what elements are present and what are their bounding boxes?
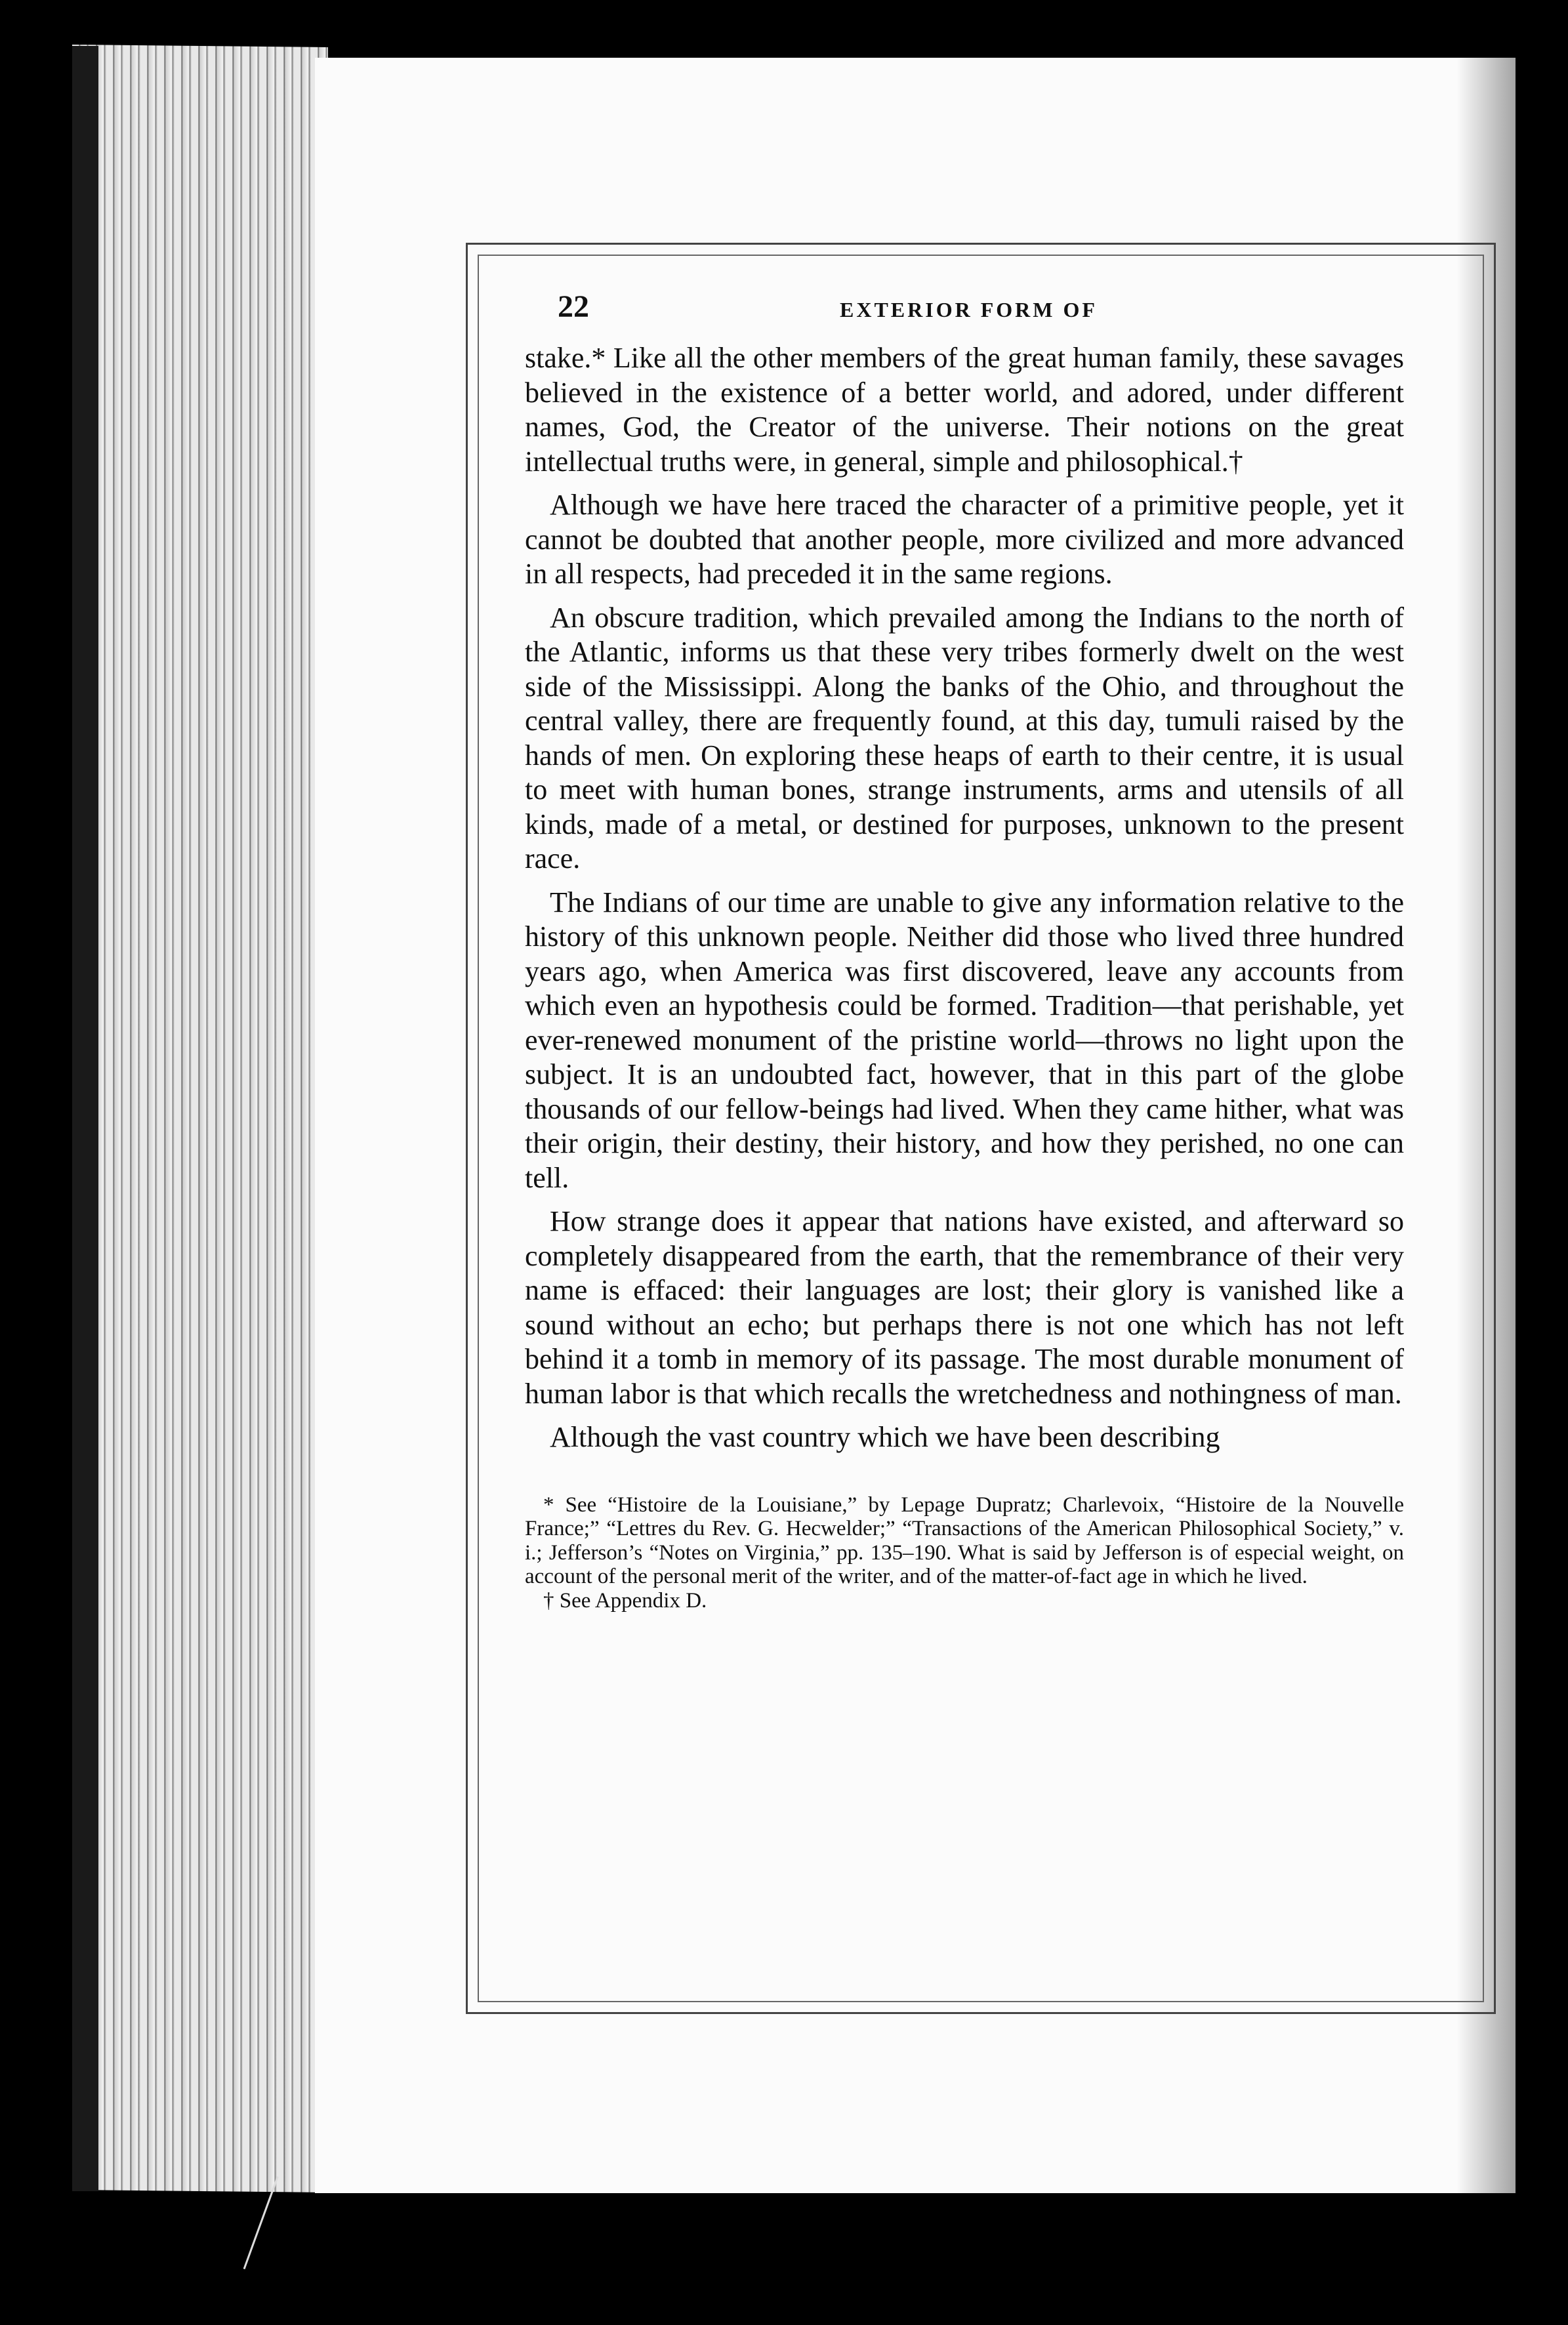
- paragraph: An obscure tradition, which prevailed among the Indians to the north of the Atlantic, informs us that these very tribes formerly dwelt on the west side of the Mississippi. Along the banks of the Ohio, and throughout the central valley, there are frequently found, at this day, tumuli raised by the hands of men. On exploring these heaps of earth to their centre, it is usual to meet with human bones, strange instruments, arms and utensils of all kinds, made of a metal, or destined for purposes, unknown to the present race.: [525, 601, 1404, 874]
- footnote: † See Appendix D.: [543, 1588, 707, 1613]
- book-spine-shadow: [72, 46, 98, 2191]
- page-number: 22: [558, 289, 589, 324]
- page-header: [525, 289, 1404, 341]
- footnotes: [525, 1493, 1404, 1613]
- paragraph: The Indians of our time are unable to give any information relative to the history of this unknown people. Neither did those who lived three hundred years ago, when America was first discovered, leave any accounts from which even an hypothesis could be formed. Tradition—that perishable, yet ever-renewed monument of the pristine world—throws no light upon the subject. It is an undoubted fact, however, that in this part of the globe thousands of our fellow-beings had lived. When they came hither, what was their origin, their destiny, their history, and how they perished, no one can tell.: [525, 886, 1404, 1194]
- book-page-edges: [72, 45, 328, 2192]
- paragraph: Although the vast country which we have been describing: [550, 1421, 1220, 1453]
- footnote: * See “Histoire de la Louisiane,” by Lepage Dupratz; Charlevoix, “Histoire de la Nouvelle France;” “Lettres du Rev. G. Hecwelder;” “Transactions of the American Philosophical Society,” v. i.; Jefferson’s “Notes on Virginia,” pp. 135–190. What is said by Jefferson is of especial weight, on account of the personal merit of the writer, and of the matter-of-fact age in which he lived.: [525, 1492, 1404, 1588]
- paragraph: stake.* Like all the other members of the great human family, these savages believed in the existence of a better world, and adored, under different names, God, the Creator of the universe. Their notions on the great intellectual truths were, in general, simple and philosophical.†: [525, 342, 1404, 478]
- paragraph: How strange does it appear that nations have existed, and afterward so completely disappeared from the earth, that the remembrance of their very name is effaced: their languages are lost; their glory is vanished like a sound without an echo; but perhaps there is not one which has not left behind it a tomb in memory of its passage. The most durable monument of human labor is that which recalls the wretchedness and nothingness of man.: [525, 1205, 1404, 1410]
- paragraph: Although we have here traced the character of a primitive people, yet it cannot be doubted that another people, more civilized and more advanced in all respects, had preceded it in the same regions.: [525, 489, 1404, 590]
- page-text-block: [525, 289, 1404, 1613]
- body-text: [525, 341, 1404, 1455]
- running-head: EXTERIOR FORM OF: [840, 298, 1098, 321]
